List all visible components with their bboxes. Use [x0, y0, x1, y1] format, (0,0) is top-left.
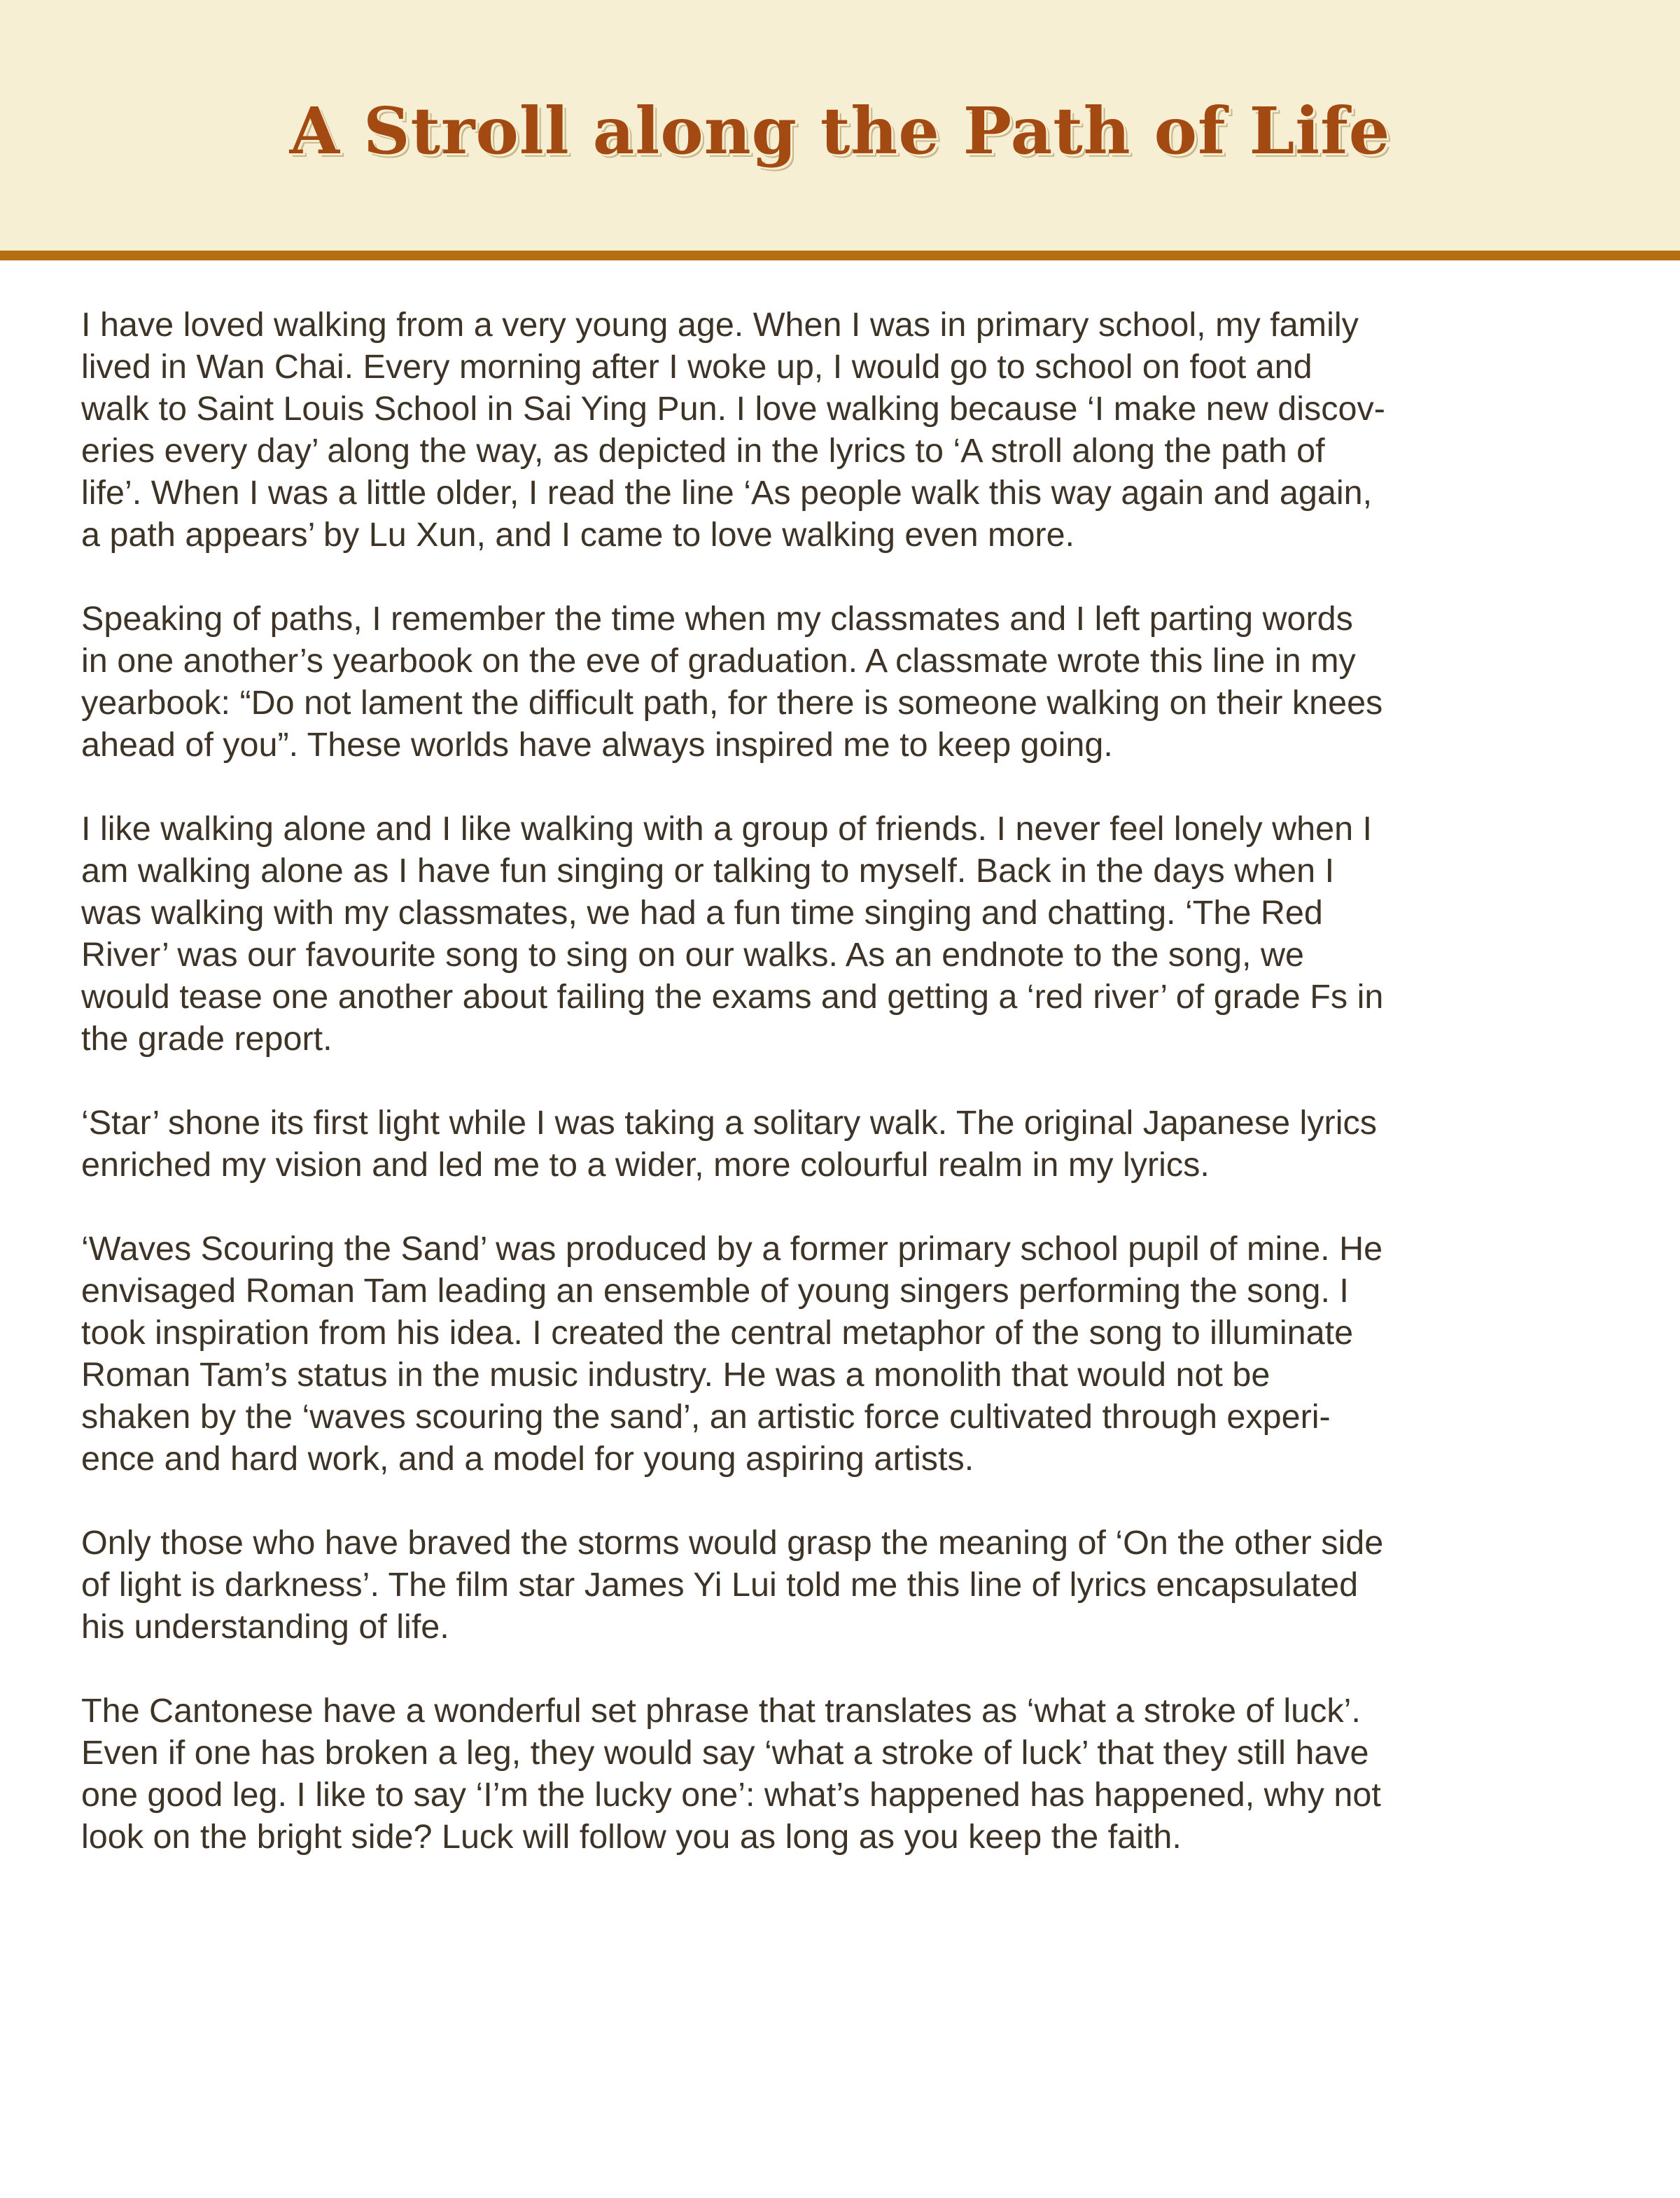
article-body — [81, 304, 1607, 1858]
paragraph-walking-friends: I like walking alone and I like walking with a group of friends. I never feel lonely when I am walking alone as I have fun singing or talking to myself. Back in the days when I was walking with my classmates, we had a fun time singing and chatting. ‘The Red River’ was our favourite song to sing on our walks. As an endnote to the song, we would tease one another about failing the exams and getting a ‘red river’ of grade Fs in the grade report. — [81, 810, 1384, 1058]
paragraph-star: ‘Star’ shone its first light while I was taking a solitary walk. The original Japanese lyrics enriched my vision and led me to a wider, more colourful realm in my lyrics. — [81, 1104, 1377, 1184]
title-divider — [0, 251, 1680, 260]
paragraph-waves-scouring-sand: ‘Waves Scouring the Sand’ was produced by a former primary school pupil of mine. He envisaged Roman Tam leading an ensemble of young singers performing the song. I took inspiration from his idea. I created the central metaphor of the song to illuminate Roman Tam’s status in the music industry. He was a monolith that would not be shaken by the ‘waves scouring the sand’, an artistic force cultivated through experi- ence and hard work, and a model for young aspiring artists. — [81, 1230, 1383, 1478]
paragraph-light-darkness: Only those who have braved the storms would grasp the meaning of ‘On the other side of light is darkness’. The film star James Yi Lui told me this line of lyrics encapsulated his understanding of life. — [81, 1524, 1384, 1646]
page-title: A Stroll along the Path of Life — [289, 93, 1391, 169]
paragraph-walking-childhood: I have loved walking from a very young age. When I was in primary school, my family lived in Wan Chai. Every morning after I woke up, I would go to school on foot and walk to Saint Louis School in Sai Ying Pun. I love walking because ‘I make new discov- eries every day’ along the way, as depicted in the lyrics to ‘A stroll along the path of life’. When I was a little older, I read the line ‘As people walk this way again and again, a path appears’ by Lu Xun, and I came to love walking even more. — [81, 306, 1385, 554]
paragraph-yearbook: Speaking of paths, I remember the time when my classmates and I left parting words in one another’s yearbook on the eve of graduation. A classmate wrote this line in my yearbook: “Do not lament the difficult path, for there is someone walking on their knees ahead of you”. These worlds have always inspired me to keep going. — [81, 600, 1383, 764]
title-banner — [0, 0, 1680, 251]
paragraph-stroke-of-luck: The Cantonese have a wonderful set phrase that translates as ‘what a stroke of luck’. Even if one has broken a leg, they would say ‘what a stroke of luck’ that they still have one good leg. I like to say ‘I’m the lucky one’: what’s happened has happened, why not look on the bright side? Luck will follow you as long as you keep the faith. — [81, 1692, 1381, 1856]
